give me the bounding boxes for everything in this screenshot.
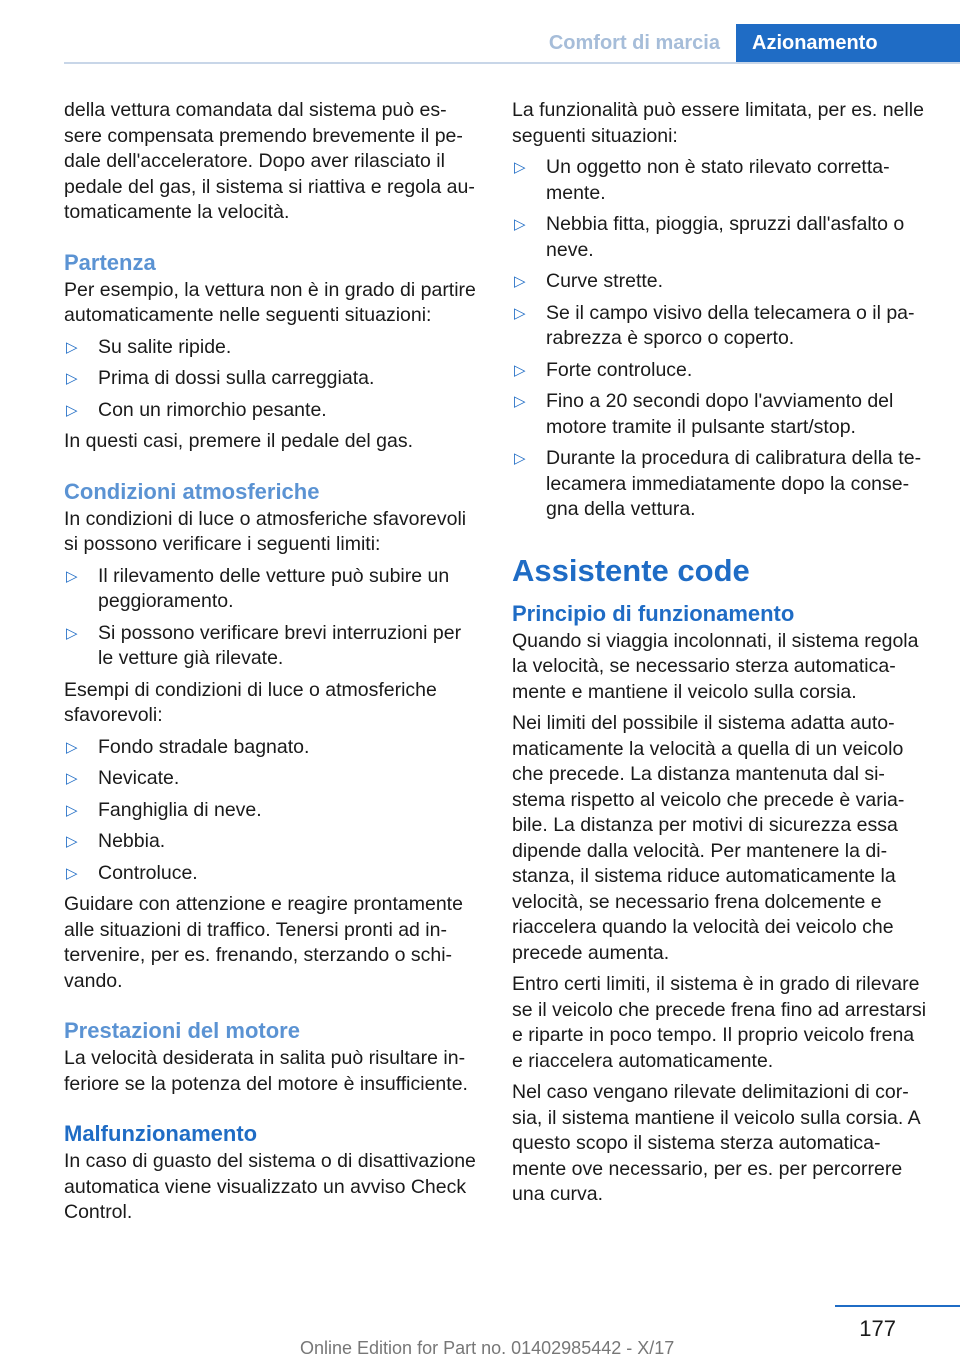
triangle-bullet-icon: ▷ <box>514 216 526 233</box>
triangle-bullet-icon: ▷ <box>66 770 78 787</box>
list-item: ▷ Il rilevamento delle vetture può subire un peggioramento. <box>66 564 450 612</box>
assistente-paragraph-1: Quando si viaggia incolonnati, il sistema regola la velocità, se necessario sterza automaticamente e mantiene il veicolo sulla corsia. <box>512 629 919 703</box>
right-column <box>512 98 928 1214</box>
list-item: ▷ Fondo stradale bagnato. <box>64 735 478 761</box>
principio-heading: Principio di funzionamento <box>512 600 795 626</box>
list-item: ▷ Si possono verificare brevi interruzioni per le vetture già rilevate. <box>66 621 462 669</box>
list-item: ▷ Nebbia fitta, pioggia, spruzzi dall'asfalto o neve. <box>514 213 905 261</box>
left-column <box>64 98 478 1232</box>
triangle-bullet-icon: ▷ <box>514 361 526 379</box>
chapter-tab: Azionamento <box>736 24 960 62</box>
malfunzionamento-text: In caso di guasto del sistema o di disattivazione automatica viene visualizzato un avviso Check Control. <box>64 1150 476 1223</box>
triangle-bullet-icon: ▷ <box>66 338 78 356</box>
list-item: ▷ Su salite ripide. <box>64 335 478 361</box>
prestazioni-heading: Prestazioni del motore <box>64 1018 300 1043</box>
condizioni-text: In condizioni di luce o atmosferiche sfavorevoli si possono verificare i seguenti limiti: <box>64 507 467 555</box>
triangle-bullet-icon: ▷ <box>66 624 78 642</box>
triangle-bullet-icon: ▷ <box>66 738 78 756</box>
footer-divider <box>835 1305 960 1307</box>
triangle-bullet-icon: ▷ <box>514 393 526 410</box>
list-item: ▷ Nebbia. <box>64 829 478 855</box>
triangle-bullet-icon: ▷ <box>66 801 78 819</box>
partenza-after: In questi casi, premere il pedale del gas. <box>64 430 414 452</box>
limitations-list <box>512 155 928 523</box>
list-item: ▷ Se il campo visivo della telecamera o il parabrezza è sporco o coperto. <box>514 301 915 349</box>
prestazioni-text: La velocità desiderata in salita può risultare inferiore se la potenza del motore è insufficiente. <box>64 1047 468 1095</box>
triangle-bullet-icon: ▷ <box>66 864 78 882</box>
triangle-bullet-icon: ▷ <box>514 159 526 176</box>
assistente-paragraph-4: Nel caso vengano rilevate delimitazioni di corsia, il sistema mantiene il veicolo sulla corsia. A questo scopo il sistema sterza automaticamente ove necessario, per es. per percorrere una curva. <box>512 1081 920 1205</box>
triangle-bullet-icon: ▷ <box>514 304 526 322</box>
assistente-paragraph-3: Entro certi limiti, il sistema è in grado di rilevare se il veicolo che precede frena fino ad arrestarsi e riparte in poco tempo. Il proprio veicolo frena e riaccelera automaticamente. <box>512 973 927 1072</box>
list-item: ▷ Fanghiglia di neve. <box>64 798 478 824</box>
malfunzionamento-heading: Malfunzionamento <box>64 1121 258 1146</box>
condizioni-examples-list <box>64 735 478 887</box>
list-item: ▷ Prima di dossi sulla carreggiata. <box>64 366 478 392</box>
list-item: ▷ Controluce. <box>64 861 478 887</box>
triangle-bullet-icon: ▷ <box>514 450 526 467</box>
triangle-bullet-icon: ▷ <box>514 273 526 290</box>
limitations-intro: La funzionalità può essere limitata, per es. nelle seguenti situazioni: <box>512 99 924 147</box>
section-tab: Comfort di marcia <box>548 31 720 54</box>
condizioni-examples-text: Esempi di condizioni di luce o atmosferiche sfavorevoli: <box>64 678 437 726</box>
assistente-paragraph-2: Nei limiti del possibile il sistema adatta automaticamente la velocità a quella di un veicolo che precede. La distanza mantenuta dal sistema rispetto al veicolo che precede è variabile. La distanza per motivi di sicurezza essa dipende dalla velocità. Per mantenere la distanza, il sistema riduce automaticamente la velocità, se necessario frena dolcemente e riaccelera quando la velocità dei veicolo che precede aumenta. <box>512 712 905 964</box>
list-item: ▷ Forte controluce. <box>512 358 928 384</box>
list-item: ▷ Nevicate. <box>64 766 478 792</box>
edition-note: Online Edition for Part no. 01402985442 - X/17 <box>300 1338 675 1358</box>
partenza-text: Per esempio, la vettura non è in grado di partire automaticamente nelle seguenti situazioni: <box>64 278 476 326</box>
page-header <box>64 24 960 62</box>
list-item: ▷ Con un rimorchio pesante. <box>64 398 478 424</box>
condizioni-heading: Condizioni atmosferiche <box>64 478 320 504</box>
list-item: ▷ Curve strette. <box>512 269 928 295</box>
condizioni-list <box>64 564 478 672</box>
list-item: ▷ Fino a 20 secondi dopo l'avviamento del motore tramite il pulsante start/stop. <box>514 390 894 438</box>
partenza-heading: Partenza <box>64 249 156 275</box>
condizioni-after: Guidare con attenzione e reagire prontamente alle situazioni di traffico. Tenersi pronti ad intervenire, per es. frenando, sterzando o schivando. <box>64 893 463 992</box>
triangle-bullet-icon: ▷ <box>66 401 78 419</box>
list-item: ▷ Durante la procedura di calibratura della telecamera immediatamente dopo la consegna della vettura. <box>514 447 922 520</box>
triangle-bullet-icon: ▷ <box>66 567 78 585</box>
list-item: ▷ Un oggetto non è stato rilevato correttamente. <box>514 156 890 204</box>
assistente-heading: Assistente code <box>512 552 750 588</box>
partenza-list <box>64 335 478 424</box>
triangle-bullet-icon: ▷ <box>66 833 78 850</box>
header-divider <box>64 62 960 64</box>
triangle-bullet-icon: ▷ <box>66 370 78 387</box>
page-number: 177 <box>859 1316 896 1341</box>
intro-paragraph: della vettura comandata dal sistema può essere compensata premendo brevemente il pedale dell'acceleratore. Dopo aver rilasciato il pedale del gas, il sistema si riattiva e regola automaticamente la velocità. <box>64 99 475 223</box>
